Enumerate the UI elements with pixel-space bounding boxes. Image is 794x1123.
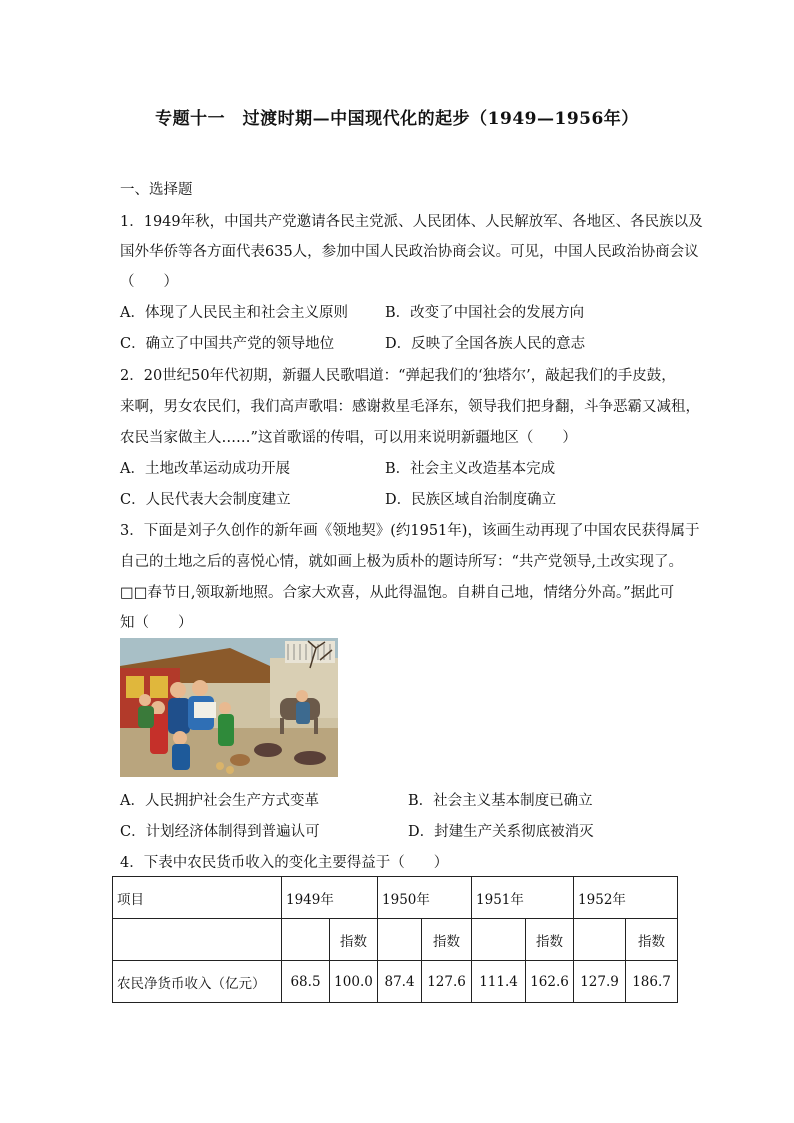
table-cell: 186.7 (626, 961, 678, 1003)
question-2-line-2: 来啊，男女农民们，我们高声歌唱：感谢救星毛泽东，领导我们把身翻，斗争恶霸又减租， (120, 399, 700, 415)
table-cell: 87.4 (378, 961, 422, 1003)
table-cell: 111.4 (472, 961, 526, 1003)
table-cell-empty (113, 919, 282, 961)
question-3-option-b[interactable]: B．社会主义基本制度已确立 (408, 793, 593, 809)
table-year-1951: 1951年 (472, 877, 574, 919)
table-row (113, 961, 678, 1003)
question-3-line-3: □□春节日,领取新地照。合家大欢喜，从此得温饱。自耕自己地，情绪分外高。”据此可 (120, 585, 675, 601)
question-3-option-a[interactable]: A．人民拥护社会生产方式变革 (120, 793, 319, 809)
question-3-option-c[interactable]: C．计划经济体制得到普遍认可 (120, 824, 320, 840)
question-1-line-1: 1．1949年秋，中国共产党邀请各民主党派、人民团体、人民解放军、各地区、各民族以及 (120, 214, 703, 230)
table-index-label: 指数 (330, 919, 378, 961)
question-2-line-3: 农民当家做主人……”这首歌谣的传唱，可以用来说明新疆地区（ ） (120, 430, 577, 446)
table-year-1949: 1949年 (282, 877, 378, 919)
question-3-line-4: 知（ ） (120, 615, 193, 631)
question-1-line-3: （ ） (120, 274, 178, 290)
question-1-option-a[interactable]: A．体现了人民民主和社会主义原则 (120, 305, 348, 321)
income-table (112, 876, 678, 1003)
table-header-row (113, 877, 678, 919)
table-cell-empty (378, 919, 422, 961)
question-3-line-2: 自己的土地之后的喜悦心情，就如画上极为质朴的题诗所写：“共产党领导,土改实现了。 (120, 554, 684, 570)
table-index-label: 指数 (526, 919, 574, 961)
question-4-line-1: 4．下表中农民货币收入的变化主要得益于（ ） (120, 855, 449, 871)
table-header-label: 项目 (113, 877, 282, 919)
question-2-option-b[interactable]: B．社会主义改造基本完成 (385, 461, 556, 477)
table-cell: 68.5 (282, 961, 330, 1003)
question-2-option-c[interactable]: C．人民代表大会制度建立 (120, 492, 291, 508)
table-cell: 100.0 (330, 961, 378, 1003)
question-1-line-2: 国外华侨等各方面代表635人，参加中国人民政治协商会议。可见，中国人民政治协商会议 (120, 244, 699, 260)
table-index-label: 指数 (422, 919, 472, 961)
table-year-1950: 1950年 (378, 877, 472, 919)
table-cell: 127.6 (422, 961, 472, 1003)
table-index-label: 指数 (626, 919, 678, 961)
question-2-line-1: 2．20世纪50年代初期，新疆人民歌唱道：“弹起我们的‘独塔尔’，敲起我们的手皮鼓， (120, 368, 676, 384)
table-cell-empty (574, 919, 626, 961)
section-heading: 一、选择题 (120, 182, 193, 198)
table-year-1952: 1952年 (574, 877, 678, 919)
question-1-option-d[interactable]: D．反映了全国各族人民的意志 (385, 336, 586, 352)
question-3-option-d[interactable]: D．封建生产关系彻底被消灭 (408, 824, 594, 840)
question-2-option-d[interactable]: D．民族区域自治制度确立 (385, 492, 557, 508)
table-row-label: 农民净货币收入（亿元） (113, 961, 282, 1003)
table-subheader-row (113, 919, 678, 961)
page-title: 专题十一 过渡时期—中国现代化的起步（1949—1956年） (155, 109, 639, 129)
question-2-option-a[interactable]: A．土地改革运动成功开展 (120, 461, 290, 477)
question-1-option-c[interactable]: C．确立了中国共产党的领导地位 (120, 336, 335, 352)
table-cell-empty (282, 919, 330, 961)
new-year-painting-image (120, 638, 338, 777)
table-cell: 162.6 (526, 961, 574, 1003)
question-3-line-1: 3．下面是刘子久创作的新年画《领地契》(约1951年)，该画生动再现了中国农民获得属于 (120, 523, 700, 539)
table-cell: 127.9 (574, 961, 626, 1003)
question-1-option-b[interactable]: B．改变了中国社会的发展方向 (385, 305, 585, 321)
table-cell-empty (472, 919, 526, 961)
